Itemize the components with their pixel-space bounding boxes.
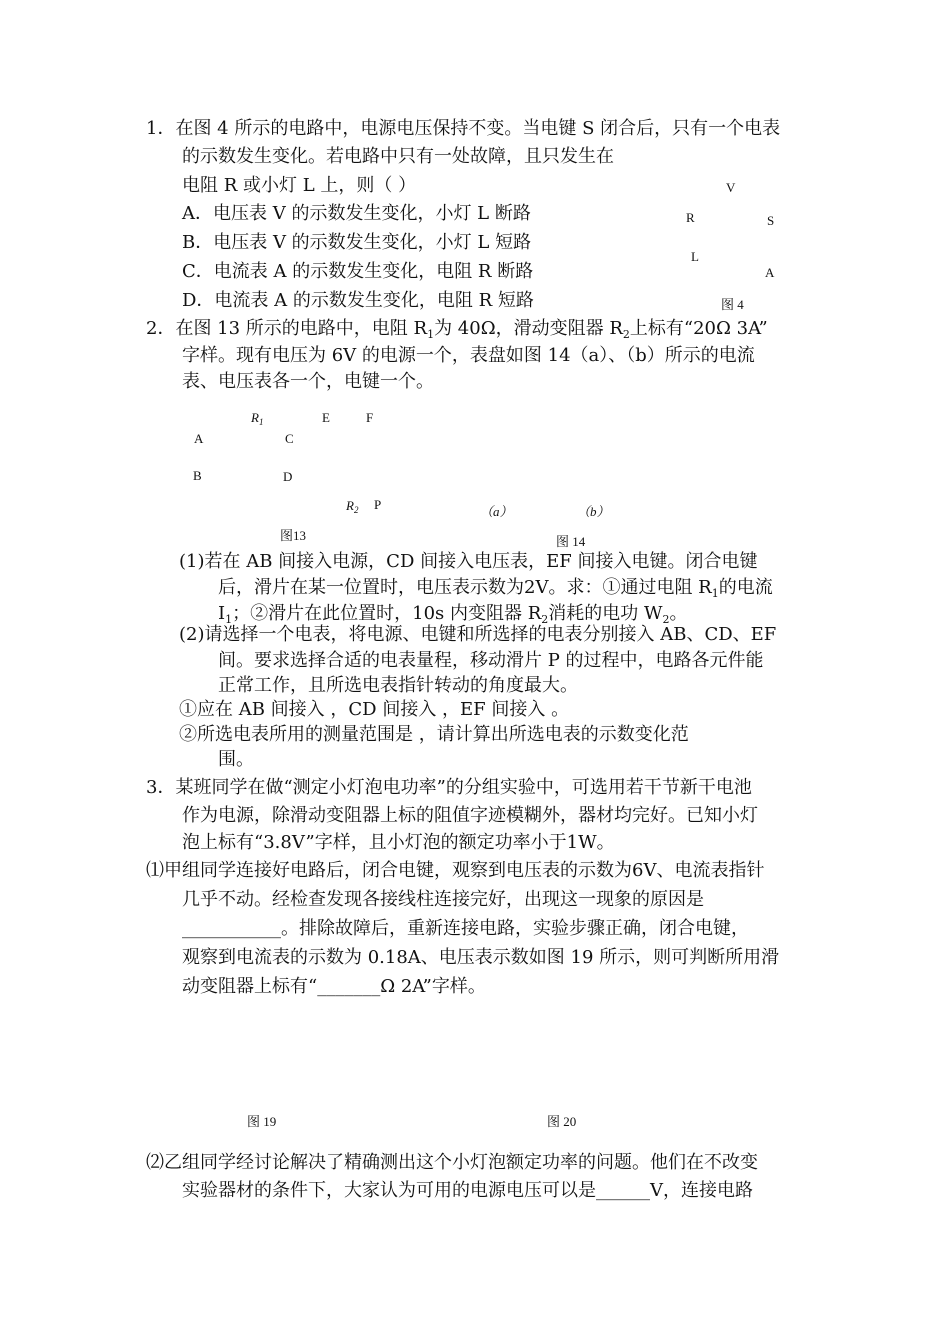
q3-part1-line-1: ⑴甲组同学连接好电路后，闭合电键，观察到电压表的示数为6V、电流表指针	[146, 860, 765, 881]
fig13-label-e: E	[322, 410, 330, 425]
q2-part1-line-2: 后，滑片在某一位置时，电压表示数为2V。求：①通过电阻 $R_1$的电流	[218, 577, 773, 600]
q2-part1-line-3: $I_1$；②滑片在此位置时，10s 内变阻器 $R_2$消耗的电功 $W_2$。	[218, 603, 688, 626]
q2-part2-line-5: ②所选电表所用的测量范围是 ，请计算出所选电表的示数变化范	[179, 724, 689, 745]
q3-line-1: 3．某班同学在做“测定小灯泡电功率”的分组实验中，可选用若干节新干电池	[146, 777, 752, 798]
fig13-label-c: C	[285, 431, 294, 446]
q3-part1-line-3: ___________。排除故障后，重新连接电路，实验步骤正确，闭合电键，	[182, 918, 749, 939]
fig13-label-f: F	[366, 410, 374, 425]
q3-part1-line-5: 动变阻器上标有“_______Ω 2A”字样。	[182, 976, 486, 997]
q3-line-2: 作为电源，除滑动变阻器上标的阻值字迹模糊外，器材均完好。已知小灯	[182, 805, 758, 826]
fig4-label-l: L	[691, 249, 699, 264]
fig13-label-a: A	[194, 431, 204, 446]
q2-part1-line-1: (1)若在 AB 间接入电源，CD 间接入电压表，EF 间接入电键。闭合电键	[179, 551, 758, 572]
fig4-label-v: V	[726, 180, 736, 195]
q2-line-3: 表、电压表各一个，电键一个。	[182, 371, 434, 392]
fig14-caption: 图 14	[556, 534, 586, 549]
q2-part2-line-2: 间。要求选择合适的电表量程，移动滑片 P 的过程中，电路各元件能	[218, 650, 764, 671]
q3-part1-line-2: 几乎不动。经检查发现各接线柱连接完好，出现这一现象的原因是	[182, 889, 704, 910]
q1-line-2: 的示数发生变化。若电路中只有一处故障，且只发生在	[182, 146, 614, 167]
fig4-label-s: S	[767, 213, 775, 228]
q3-line-3: 泡上标有“3.8V”字样，且小灯泡的额定功率小于1W。	[182, 832, 615, 853]
q2-part2-line-3: 正常工作，且所选电表指针转动的角度最大。	[218, 675, 578, 696]
q2-line-1: 2．在图 13 所示的电路中，电阻 $R_1$为 40Ω，滑动变阻器 $R_2$上标有“20Ω 3A”	[146, 318, 768, 341]
q1-option-b: B．电压表 V 的示数发生变化，小灯 L 短路	[182, 232, 532, 253]
fig4-label-r: R	[686, 210, 695, 225]
fig13-label-p: P	[374, 497, 382, 512]
q2-part2-line-6: 围。	[218, 749, 254, 770]
q1-line-3: 电阻 R 或小灯 L 上，则（ ）	[182, 175, 417, 196]
q2-part2-line-1: (2)请选择一个电表，将电源、电键和所选择的电表分别接入 AB、CD、EF	[179, 624, 777, 645]
q1-option-d: D．电流表 A 的示数发生变化，电阻 R 短路	[182, 290, 534, 311]
fig13-label-b: B	[193, 468, 202, 483]
q1-option-a: A．电压表 V 的示数发生变化，小灯 L 断路	[182, 203, 531, 224]
q3-part2-line-1: ⑵乙组同学经讨论解决了精确测出这个小灯泡额定功率的问题。他们在不改变	[146, 1152, 758, 1173]
q1-line-1: 1．在图 4 所示的电路中，电源电压保持不变。当电键 S 闭合后，只有一个电表	[146, 118, 781, 139]
q2-line-2: 字样。现有电压为 6V 的电源一个，表盘如图 14（a）、（b）所示的电流	[182, 345, 755, 366]
fig4-label-a: A	[765, 265, 775, 280]
q3-part1-line-4: 观察到电流表的示数为 0.18A、电压表示数如图 19 所示，则可判断所用滑	[182, 947, 780, 968]
q2-part2-line-4: ①应在 AB 间接入 ，CD 间接入 ，EF 间接入 。	[179, 699, 570, 720]
fig13-label-r1: $R_1$	[251, 410, 264, 427]
fig13-caption: 图13	[280, 528, 307, 543]
fig20-caption: 图 20	[547, 1114, 577, 1129]
fig14-label-a: （a）	[480, 504, 513, 519]
fig4-caption: 图 4	[721, 297, 744, 312]
fig13-label-r2: $R_2$	[346, 498, 359, 515]
fig13-label-d: D	[283, 469, 293, 484]
q1-option-c: C．电流表 A 的示数发生变化，电阻 R 断路	[182, 261, 534, 282]
fig19-caption: 图 19	[247, 1114, 277, 1129]
q3-part2-line-2: 实验器材的条件下，大家认为可用的电源电压可以是______V，连接电路	[182, 1180, 753, 1201]
fig14-label-b: （b）	[577, 504, 610, 519]
